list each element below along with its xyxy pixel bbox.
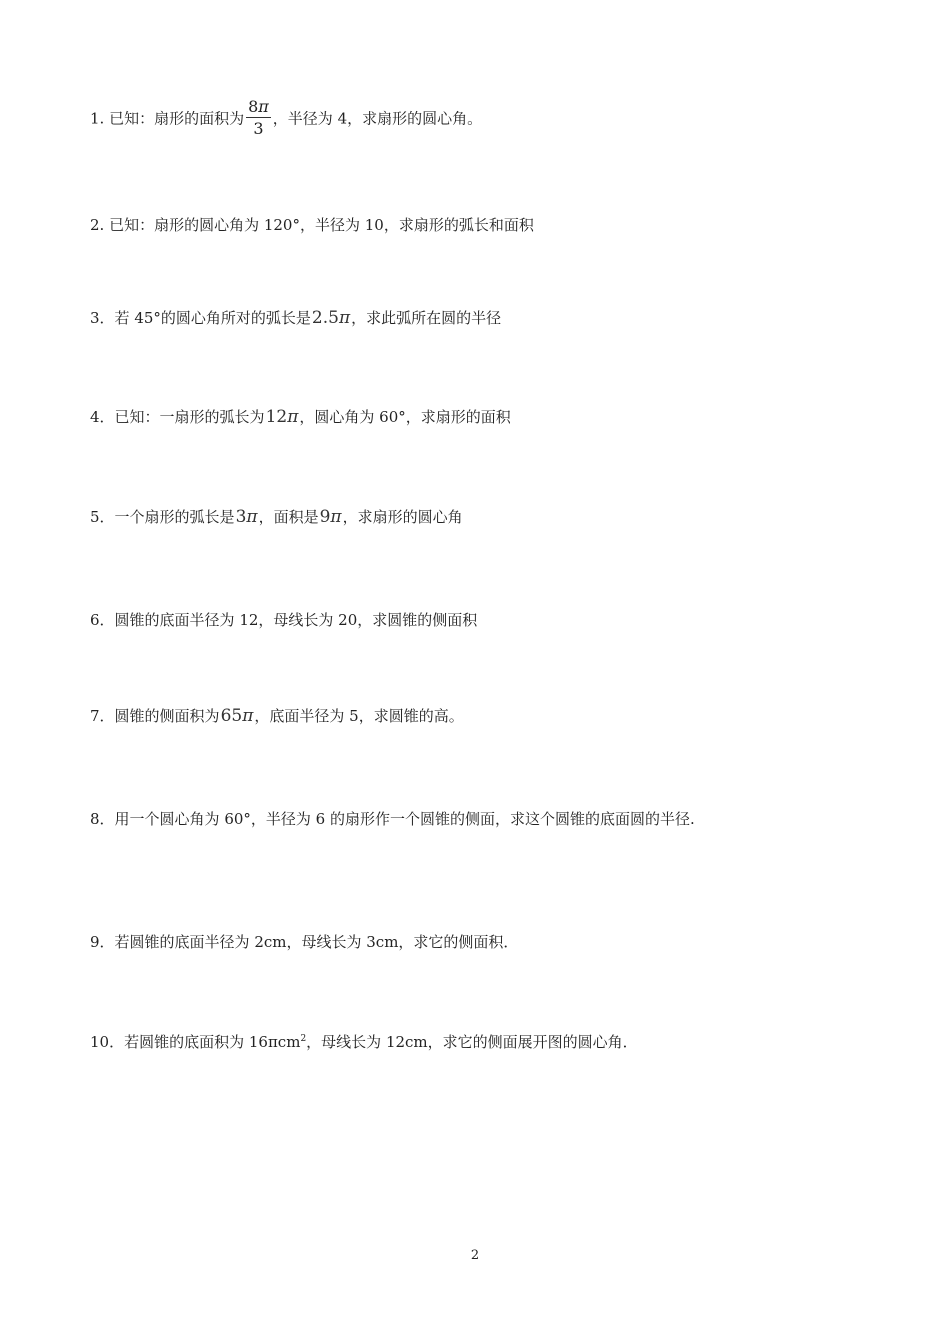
question-6 [90,610,477,630]
question-8 [90,809,695,829]
question-number: 8． [90,810,115,828]
question-10 [90,1032,638,1052]
question-text: 已知：扇形的面积为 [104,109,245,128]
question-number: 7． [90,707,115,725]
question-text: 一个扇形的弧长是 [114,508,235,526]
question-text: 圆锥的底面半径为 12，母线长为 20，求圆锥的侧面积 [114,611,478,629]
question-text: 若圆锥的底面积为 16πcm [124,1033,301,1051]
question-text: ，圆心角为 60°，求扇形的面积 [299,408,511,426]
question-1 [90,98,482,141]
question-text: 若 45°的圆心角所对的弧长是 [114,309,311,327]
question-number: 2. [90,216,105,234]
fraction-numerator: 8π [248,97,269,116]
question-number: 6． [90,611,115,629]
question-number: 5． [90,508,115,526]
question-2 [90,215,534,235]
question-number: 4． [90,408,115,426]
question-text: ，底面半径为 5，求圆锥的高。 [254,707,464,725]
math-expression: 3π [235,507,258,527]
question-text: ，求扇形的圆心角 [342,508,463,526]
question-text: 已知：扇形的圆心角为 120°，半径为 10，求扇形的弧长和面积 [104,216,534,234]
math-expression: 65π [220,706,254,726]
question-number: 1. [90,109,105,128]
superscript: 2 [300,1034,307,1044]
fraction-denominator: 3 [253,119,264,138]
question-text: 若圆锥的底面半径为 2cm，母线长为 3cm，求它的侧面积． [114,933,519,951]
question-text: ，半径为 4，求扇形的圆心角。 [272,109,483,128]
question-text: 圆锥的侧面积为 [114,707,220,725]
question-text: 用一个圆心角为 60°，半径为 6 的扇形作一个圆锥的侧面，求这个圆锥的底面圆的半径. [114,810,695,828]
question-text: ，面积是 [258,508,319,526]
question-3 [90,308,501,328]
fraction [246,97,271,140]
math-expression: 9π [319,507,342,527]
math-expression: 12π [265,407,299,427]
question-7 [90,706,464,726]
math-expression: 2.5π [311,308,351,328]
page-number: 2 [470,1248,480,1263]
question-4 [90,407,511,427]
question-number: 10． [90,1033,125,1051]
question-text: 已知：一扇形的弧长为 [114,408,265,426]
question-text: ，求此弧所在圆的半径 [351,309,502,327]
question-5 [90,507,463,527]
question-text: ，母线长为 12cm，求它的侧面展开图的圆心角． [306,1033,638,1051]
question-9 [90,932,518,952]
question-number: 9． [90,933,115,951]
question-number: 3． [90,309,115,327]
